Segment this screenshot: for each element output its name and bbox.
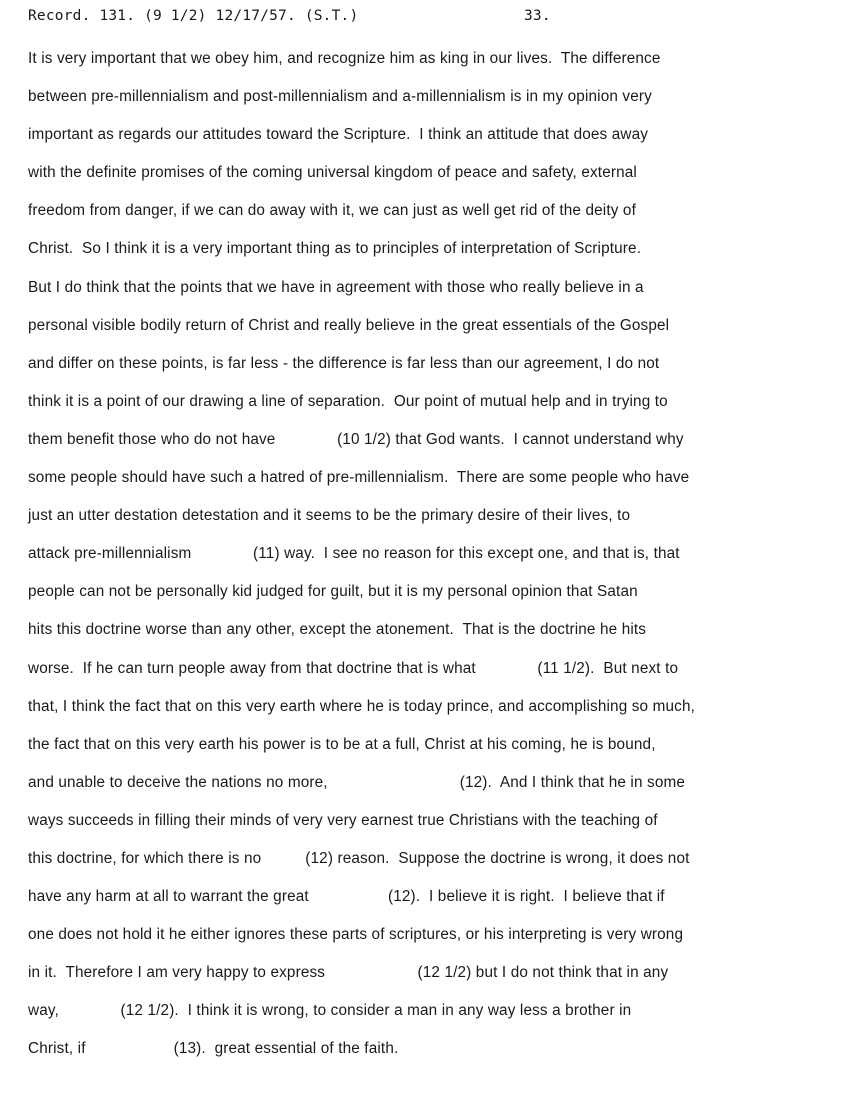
text-line: have any harm at all to warrant the great (12). I believe it is right. I believe that if (28, 888, 665, 906)
record-reference: Record. 131. (9 1/2) 12/17/57. (S.T.) (28, 8, 359, 24)
text-line: that, I think the fact that on this very earth where he is today prince, and accomplishing so much, (28, 697, 696, 715)
text-line: this doctrine, for which there is no (12) reason. Suppose the doctrine is wrong, it does not (28, 849, 690, 867)
text-line: Christ. So I think it is a very important thing as to principles of interpretation of Scripture. (28, 240, 642, 258)
text-line: It is very important that we obey him, and recognize him as king in our lives. The difference (28, 50, 661, 67)
text-line: some people should have such a hatred of pre-millennialism. There are some people who have (28, 469, 690, 487)
text-line: ways succeeds in filling their minds of very very earnest true Christians with the teaching of (28, 811, 658, 829)
text-line: But I do think that the points that we have in agreement with those who really believe in a (28, 278, 644, 296)
transcript-body (28, 48, 843, 1077)
text-line: between pre-millennialism and post-millennialism and a-millennialism is in my opinion very (28, 88, 652, 106)
text-line: and differ on these points, is far less - the difference is far less than our agreement, I do not (28, 354, 660, 372)
text-line: and unable to deceive the nations no more, (12). And I think that he in some (28, 773, 686, 791)
text-line: freedom from danger, if we can do away with it, we can just as well get rid of the deity of (28, 202, 636, 220)
text-line: Christ, if (13). great essential of the faith. (28, 1040, 399, 1058)
text-line: people can not be personally kid judged for guilt, but it is my personal opinion that Satan (28, 583, 638, 601)
text-line: think it is a point of our drawing a line of separation. Our point of mutual help and in trying to (28, 392, 668, 410)
text-line: worse. If he can turn people away from that doctrine that is what (11 1/2). But next to (28, 659, 679, 677)
page-number: 33. (524, 8, 551, 24)
text-line: personal visible bodily return of Christ and really believe in the great essentials of the Gospel (28, 316, 670, 334)
text-line: attack pre-millennialism (11) way. I see no reason for this except one, and that is, that (28, 545, 680, 563)
text-line: them benefit those who do not have (10 1/2) that God wants. I cannot understand why (28, 430, 684, 448)
text-line: one does not hold it he either ignores these parts of scriptures, or his interpreting is very wrong (28, 926, 684, 944)
text-line: way, (12 1/2). I think it is wrong, to consider a man in any way less a brother in (28, 1002, 632, 1020)
text-line: in it. Therefore I am very happy to express (12 1/2) but I do not think that in any (28, 964, 669, 982)
text-line: important as regards our attitudes toward the Scripture. I think an attitude that does away (28, 126, 649, 144)
text-line: just an utter destation detestation and it seems to be the primary desire of their lives, to (28, 507, 631, 525)
text-line: hits this doctrine worse than any other, except the atonement. That is the doctrine he hits (28, 621, 647, 639)
text-line: with the definite promises of the coming universal kingdom of peace and safety, external (28, 164, 637, 182)
page-header (28, 8, 831, 30)
text-line: the fact that on this very earth his power is to be at a full, Christ at his coming, he is bound, (28, 735, 656, 753)
